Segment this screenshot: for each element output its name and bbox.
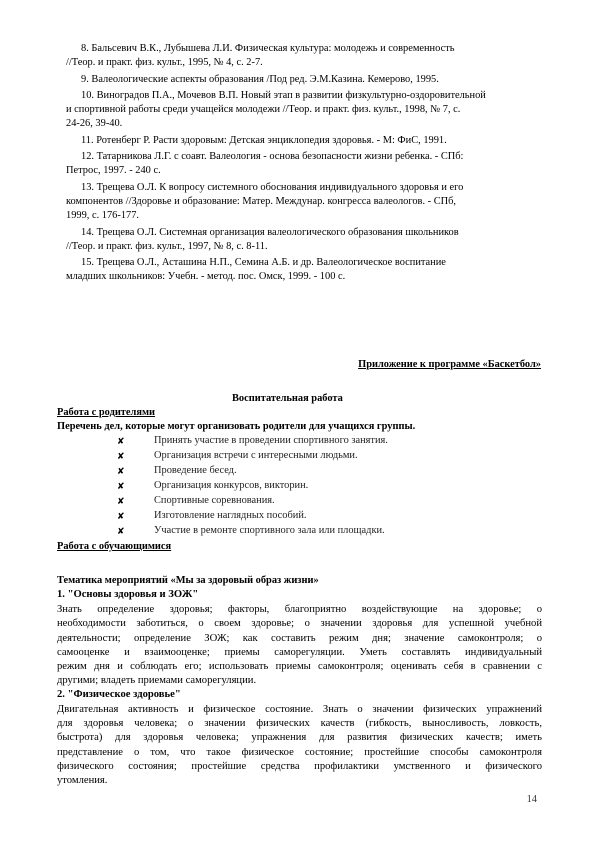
reference-line: 15. Трещева О.Л., Асташина Н.П., Семина А.Б. и др. Валеологическое воспитание bbox=[81, 257, 446, 268]
reference-line: 9. Валеологические аспекты образования /Под ред. Э.М.Казина. Кемерово, 1995. bbox=[81, 74, 439, 85]
reference-line: 14. Трещева О.Л. Системная организация валеологического образования школьников bbox=[81, 227, 459, 238]
cross-icon: ✘ bbox=[117, 436, 125, 446]
topic-heading: 2. "Физическое здоровье" bbox=[57, 689, 181, 700]
reference-line: 13. Трещева О.Л. К вопросу системного обоснования индивидуального здоровья и его bbox=[81, 182, 464, 193]
paragraph-line: режим дня и соблюдать его; использовать приемы самоконтроля; оценивать себя в сравнении с bbox=[57, 661, 542, 672]
list-item: Проведение бесед. bbox=[154, 465, 237, 476]
cross-icon: ✘ bbox=[117, 511, 125, 521]
section-title: Воспитательная работа bbox=[232, 393, 343, 404]
paragraph-line: физического состояния; простейшие средства профилактики умственного и физического bbox=[57, 761, 542, 772]
students-heading: Работа с обучающимися bbox=[57, 541, 172, 552]
cross-icon: ✘ bbox=[117, 496, 125, 506]
reference-line: Петрос, 1997. - 240 с. bbox=[66, 165, 161, 176]
paragraph-line: самооценке и взаимооценке; приемы саморегуляции. Уметь составлять индивидуальный bbox=[57, 647, 542, 658]
parents-heading: Работа с родителями bbox=[57, 407, 156, 418]
reference-line: 11. Ротенберг Р. Расти здоровым: Детская энциклопедия здоровья. - М: ФиС, 1991. bbox=[81, 135, 447, 146]
reference-line: компонентов //Здоровье и образование: Матер. Междунар. конгресса валеологов. - СПб, bbox=[66, 196, 457, 207]
list-item: Организация конкурсов, викторин. bbox=[154, 480, 309, 491]
cross-icon: ✘ bbox=[117, 466, 125, 476]
paragraph-line: деятельности; определение ЗОЖ; как составить режим дня; значение самоконтроля; о bbox=[57, 633, 542, 644]
reference-line: //Теор. и практ. физ. культ., 1997, № 8, с. 8-11. bbox=[66, 241, 268, 252]
paragraph-line: для здоровья человека; о значении физических качеств (гибкость, выносливость, ловкость, bbox=[57, 718, 542, 729]
topics-title: Тематика мероприятий «Мы за здоровый образ жизни» bbox=[57, 575, 319, 586]
topic-heading: 1. "Основы здоровья и ЗОЖ" bbox=[57, 589, 199, 600]
list-item: Изготовление наглядных пособий. bbox=[154, 510, 307, 521]
reference-line: 1999, с. 176-177. bbox=[66, 210, 140, 221]
reference-line: младших школьников: Учебн. - метод. пос. Омск, 1999. - 100 с. bbox=[66, 271, 346, 282]
reference-line: 24-26, 39-40. bbox=[66, 118, 123, 129]
list-item: Организация встречи с интересными людьми. bbox=[154, 450, 358, 461]
reference-line: 8. Бальсевич В.К., Лубышева Л.И. Физическая культура: молодежь и современность bbox=[81, 43, 455, 54]
list-item: Участие в ремонте спортивного зала или площадки. bbox=[154, 525, 385, 536]
cross-icon: ✘ bbox=[117, 451, 125, 461]
paragraph-line: необходимости заботиться, о своем здоровье; о значении здоровья для успешной учебной bbox=[57, 618, 542, 629]
reference-line: //Теор. и практ. физ. культ., 1995, № 4, с. 2-7. bbox=[66, 57, 263, 68]
paragraph-line: Двигательная активность и физическое состояние. Знать о значении физических упражнений bbox=[57, 704, 542, 715]
parents-intro: Перечень дел, которые могут организовать родители для учащихся группы. bbox=[57, 421, 416, 432]
reference-line: 10. Виноградов П.А., Мочевов В.П. Новый этап в развитии физкультурно-оздоровительной bbox=[81, 90, 486, 101]
list-item: Принять участие в проведении спортивного занятия. bbox=[154, 435, 388, 446]
reference-line: 12. Татарникова Л.Г. с соавт. Валеология - основа безопасности жизни ребенка. - СПб: bbox=[81, 151, 464, 162]
paragraph-line: Знать определение здоровья; факторы, благоприятно воздействующие на здоровье; о bbox=[57, 604, 542, 615]
paragraph-line: быстрота) для здоровья человека; упражнения для развития физических качеств; иметь bbox=[57, 732, 542, 743]
paragraph-line: другими; владеть приемами саморегуляции. bbox=[57, 675, 257, 686]
list-item: Спортивные соревнования. bbox=[154, 495, 275, 506]
paragraph-line: представление о том, что такое физическое состояние; простейшие способы самоконтроля bbox=[57, 747, 542, 758]
cross-icon: ✘ bbox=[117, 526, 125, 536]
appendix-title: Приложение к программе «Баскетбол» bbox=[358, 359, 541, 370]
cross-icon: ✘ bbox=[117, 481, 125, 491]
page-number: 14 bbox=[526, 794, 537, 805]
paragraph-line: утомления. bbox=[57, 775, 108, 786]
reference-line: и спортивной работы среди учащейся молодежи //Теор. и практ. физ. культ., 1998, № 7, с. bbox=[66, 104, 461, 115]
